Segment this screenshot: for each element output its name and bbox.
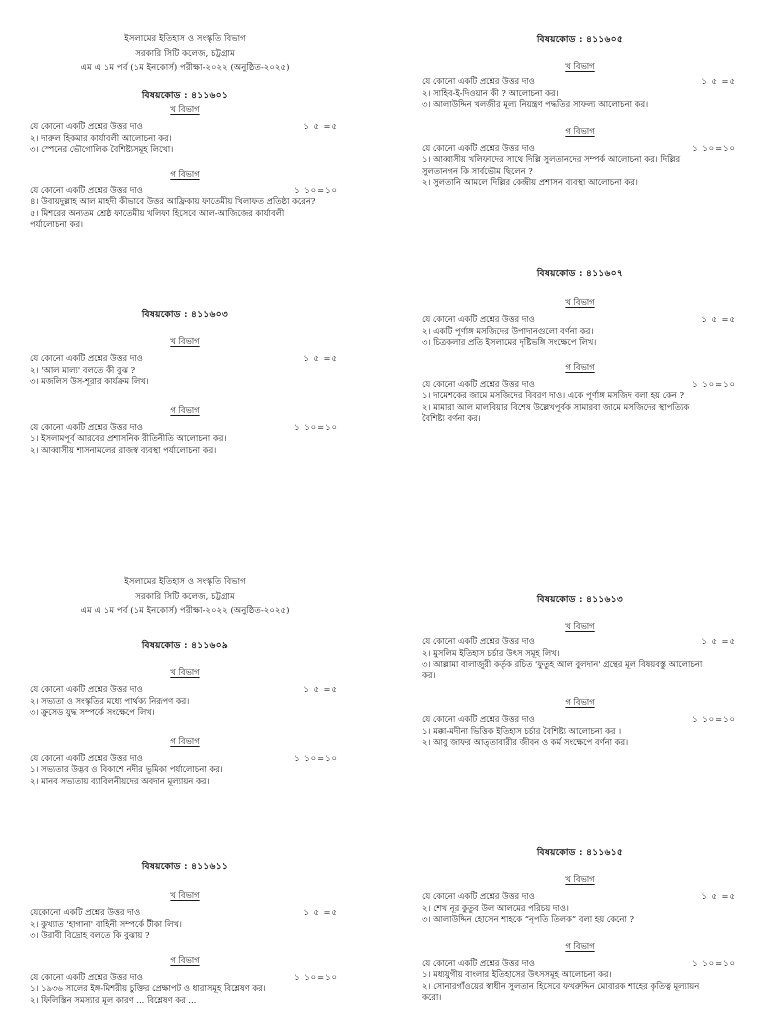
marks: ১ ১০=১০: [294, 422, 338, 433]
section-kha: খ বিভাগ: [170, 336, 200, 347]
section-kha: খ বিভাগ: [565, 297, 595, 308]
instruction-row: [422, 891, 738, 902]
instruction-row: [30, 353, 340, 364]
subject-code: বিষয়কোড : ৪১১৬১৩: [536, 594, 624, 605]
instruction-row: [30, 684, 340, 695]
question: ৩। মজলিস উস-শূরার কার্যক্রম লিখ।: [30, 375, 149, 386]
instruction-row: [30, 422, 340, 433]
marks: ১ ১০=১০: [294, 185, 338, 196]
question-continued: সুলতানগন কি সার্বভৌম ছিলেন ?: [422, 165, 533, 176]
marks: ১ ৫ =৫: [303, 684, 338, 695]
section-kha: খ বিভাগ: [565, 621, 595, 632]
instruction: যে কোনো একটি প্রশ্নের উত্তর দাও: [422, 76, 535, 87]
exam-header-bottom: [30, 575, 340, 619]
section-ga: গ বিভাগ: [170, 405, 200, 416]
question: ২। মামারা আল মালবিয়ার বিশেষ উল্লেখপূর্বক সামারবা জামে মসজিদের স্থাপত্যিক: [422, 401, 690, 412]
department-title: ইসলামের ইতিহাস ও সংস্কৃতি বিভাগ: [124, 577, 246, 587]
college-name: সরকারি সিটি কলেজ, চট্টগ্রাম: [135, 591, 235, 602]
exam-header-top: [30, 32, 340, 76]
marks: ১ ১০=১০: [692, 379, 736, 390]
exam-title: এম এ ১ম পর্ব (১ম ইনকোর্স) পরীক্ষা-২০২২ (অনুষ্ঠিত-২০২৫): [80, 606, 290, 616]
instruction-row: [30, 972, 340, 983]
section-kha: খ বিভাগ: [565, 874, 595, 885]
instruction: যে কোনো একটি প্রশ্নের উত্তর দাও: [422, 143, 535, 154]
paper-411613: [422, 594, 738, 748]
section-ga: গ বিভাগ: [170, 736, 200, 747]
question: ১। ১৯৩৬ সালের ইঙ্গ-মিশরীয় চুক্তির প্রেক্ষাপট ও ধারাসমূহ বিশ্লেষণ কর।: [30, 983, 266, 994]
question: ৩। উরাবী বিদ্রোহ বলতে কি বুঝায় ?: [30, 929, 150, 940]
exam-title: এম এ ১ম পর্ব (১ম ইনকোর্স) পরীক্ষা-২০২২ (অনুষ্ঠিত-২০২৫): [80, 63, 290, 73]
question: ২। সোনারগাঁওয়ের স্বাধীন সুলতান হিসেবে ফখরুদ্দিন মোবারক শাহের কৃতিত্ব মূল্যায়ন: [422, 980, 700, 991]
paper-411603: [30, 309, 340, 456]
question: ২। কুখ্যাত 'হাগানা' বাহিনী সম্পর্কে টীকা লিখ।: [30, 918, 182, 929]
instruction-row: [30, 185, 340, 196]
instruction: যে কোনো একটি প্রশ্নের উত্তর দাও: [30, 972, 143, 983]
question: ১। আব্বাসীয় খলিফাদের সাথে দিল্লি সুলতানদের সম্পর্ক আলোচনা কর। দিল্লির: [422, 154, 681, 165]
question: ৩। আল্লামা বালাজুরী কর্তৃক রচিত 'ফুতুহ আল বুলদান' গ্রন্থের মূল বিষয়বস্তু আলোচনা: [422, 658, 703, 669]
subject-code: বিষয়কোড : ৪১১৬০৩: [141, 309, 229, 320]
question: ৩। আলাউদ্দিন খলজীর মূল্য নিয়ন্ত্রণ পদ্ধতির সাফল্য আলোচনা কর।: [422, 98, 649, 109]
instruction: যে কোনো একটি প্রশ্নের উত্তর দাও: [30, 353, 143, 364]
question: ৫। মিশরের অন্যতম শ্রেষ্ঠ ফাতেমীয় খলিফা হিসেবে আল-আজিজের কার্যাবলী: [30, 207, 285, 218]
section-ga: গ বিভাগ: [565, 362, 595, 373]
paper-411605: [422, 34, 738, 188]
instruction: যে কোনো একটি প্রশ্নের উত্তর দাও: [422, 714, 535, 725]
question: ২। সাহিব-ই-দিওয়ান কী ? আলোচনা কর।: [422, 87, 559, 98]
college-name: সরকারি সিটি কলেজ, চট্টগ্রাম: [135, 48, 235, 59]
instruction: যেকোনো একটি প্রশ্নের উত্তর দাও: [30, 907, 141, 918]
marks: ১ ১০=১০: [692, 958, 736, 969]
marks: ১ ১০=১০: [692, 714, 736, 725]
section-kha: খ বিভাগ: [170, 890, 200, 901]
instruction-row: [422, 143, 738, 154]
section-ga: গ বিভাগ: [565, 697, 595, 708]
instruction: যে কোনো একটি প্রশ্নের উত্তর দাও: [30, 753, 143, 764]
question: ৩। আলাউদ্দিন হোসেন শাহকে “নৃপতি তিলক” বলা হয় কেনো ?: [422, 913, 634, 924]
subject-code: বিষয়কোড : ৪১১৬০৫: [536, 34, 624, 45]
question: ২। মানব সভ্যতায় ব্যাবিলনীয়দের অবদান মূল্যায়ন কর।: [30, 775, 210, 786]
instruction: যে কোনো একটি প্রশ্নের উত্তর দাও: [422, 958, 535, 969]
question: ৩। চিত্রকলার প্রতি ইসলামের দৃষ্টিভঙ্গি সংক্ষেপে লিখ।: [422, 336, 597, 347]
marks: ১ ৫ =৫: [701, 76, 736, 87]
instruction-row: [30, 753, 340, 764]
subject-code: বিষয়কোড : ৪১১৬০১: [141, 90, 229, 101]
question: ২। একটি পূর্ণাঙ্গ মসজিদের উপাদানগুলো বর্ণনা কর।: [422, 325, 594, 336]
marks: ১ ১০=১০: [294, 753, 338, 764]
question-continued: বৈশিষ্ট্য বর্ণনা কর।: [422, 412, 481, 423]
instruction: যে কোনো একটি প্রশ্নের উত্তর দাও: [422, 636, 535, 647]
marks: ১ ৫ =৫: [303, 907, 338, 918]
question: ১। ইসলামপূর্ব আরবের প্রশাসনিক রীতিনীতি আলোচনা কর।: [30, 433, 227, 444]
instruction-row: [422, 636, 738, 647]
question: ১। মক্কা-মদীনা ভিত্তিক ইতিহাস চর্চার বৈশিষ্ট্য আলোচনা কর ।: [422, 725, 622, 736]
instruction: যে কোনো একটি প্রশ্নের উত্তর দাও: [30, 185, 143, 196]
instruction: যে কোনো একটি প্রশ্নের উত্তর দাও: [422, 379, 535, 390]
instruction: যে কোনো একটি প্রশ্নের উত্তর দাও: [30, 121, 143, 132]
marks: ১ ৫ =৫: [303, 353, 338, 364]
section-kha: খ বিভাগ: [170, 667, 200, 678]
instruction: যে কোনো একটি প্রশ্নের উত্তর দাও: [422, 891, 535, 902]
marks: ১ ৫ =৫: [701, 314, 736, 325]
question-continued: করো।: [422, 991, 442, 1002]
instruction-row: [422, 314, 738, 325]
paper-411607: [422, 268, 738, 424]
section-ga: গ বিভাগ: [170, 955, 200, 966]
paper-411611: [30, 861, 340, 1006]
subject-code: বিষয়কোড : ৪১১৬০৯: [141, 640, 229, 651]
question: ৩। স্পেনের ভৌগোলিক বৈশিষ্ট্যসমূহ লিখো।: [30, 143, 174, 154]
instruction: যে কোনো একটি প্রশ্নের উত্তর দাও: [30, 422, 143, 433]
subject-code: বিষয়কোড : ৪১১৬১৫: [536, 847, 624, 858]
question: ২। সুলতানি আমলে দিল্লির কেন্দ্রীয় প্রশাসন ব্যবস্থা আলোচনা কর।: [422, 176, 638, 187]
question: ২। ফিলিস্তিন সমস্যার মূল কারণ ... বিশ্লেষণ কর ...: [30, 994, 197, 1005]
marks: ১ ৫ =৫: [701, 891, 736, 902]
question: ১। সভ্যতার উদ্ভব ও বিকাশে নদীর ভূমিকা পর্যালোচনা কর।: [30, 764, 223, 775]
paper-411601: [30, 90, 340, 230]
marks: ১ ১০=১০: [692, 143, 736, 154]
marks: ১ ৫ =৫: [701, 636, 736, 647]
question: ২। শেখ নূর কুতুব উল আলমের পরিচয় দাও।: [422, 902, 569, 913]
question-continued: পর্যালোচনা কর।: [30, 218, 84, 229]
section-ga: গ বিভাগ: [170, 169, 200, 180]
subject-code: বিষয়কোড : ৪১১৬০৭: [536, 268, 624, 279]
instruction-row: [422, 76, 738, 87]
question: ৩। ক্রুসেড যুদ্ধ সম্পর্কে সংক্ষেপে লিখ।: [30, 706, 155, 717]
instruction-row: [422, 379, 738, 390]
instruction: যে কোনো একটি প্রশ্নের উত্তর দাও: [30, 684, 143, 695]
question: ২। আবু জাফর আত্‌তাবারীর জীবন ও কর্ম সংক্ষেপে বর্ণনা কর।: [422, 736, 629, 747]
instruction-row: [30, 907, 340, 918]
marks: ১ ১০=১০: [294, 972, 338, 983]
instruction-row: [422, 714, 738, 725]
section-kha: খ বিভাগ: [565, 61, 595, 72]
question: ২। 'আল মাল্য' বলতে কী বুঝ ?: [30, 364, 136, 375]
paper-411615: [422, 847, 738, 1003]
question: ২। আব্বাসীয় শাসনামলের রাজস্ব ব্যবস্থা পর্যালোচনা কর।: [30, 444, 217, 455]
paper-411609: [30, 640, 340, 787]
section-ga: গ বিভাগ: [565, 941, 595, 952]
subject-code: বিষয়কোড : ৪১১৬১১: [141, 861, 229, 872]
instruction-row: [422, 958, 738, 969]
question: ২। দারুল হিকমার কার্যাবলী আলোচনা কর।: [30, 132, 172, 143]
question-continued: কর।: [422, 670, 436, 681]
section-ga: গ বিভাগ: [565, 126, 595, 137]
question: ২। সভ্যতা ও সংস্কৃতির মধ্যে পার্থক্য নিরূপণ কর।: [30, 695, 190, 706]
department-title: ইসলামের ইতিহাস ও সংস্কৃতি বিভাগ: [124, 34, 246, 44]
question: ১। মধ্যযুগীয় বাংলার ইতিহাসের উৎসসমূহ আলোচনা কর।: [422, 969, 612, 980]
question: ১। দামেশকের জামে মসজিদের বিবরণ দাও। একে পূর্ণাঙ্গ মসজিদ বলা হয় কেন ?: [422, 390, 684, 401]
instruction-row: [30, 121, 340, 132]
instruction: যে কোনো একটি প্রশ্নের উত্তর দাও: [422, 314, 535, 325]
question: ৪। উবায়দুল্লাহ আল মাহদী কীভাবে উত্তর আফ্রিকায় ফাতেমীয় খিলাফত প্রতিষ্ঠা করেন?: [30, 196, 316, 207]
marks: ১ ৫ =৫: [303, 121, 338, 132]
question: ২। মুসলিম ইতিহাস চর্চার উৎস সমূহ লিখ।: [422, 647, 560, 658]
section-kha: খ বিভাগ: [170, 104, 200, 115]
